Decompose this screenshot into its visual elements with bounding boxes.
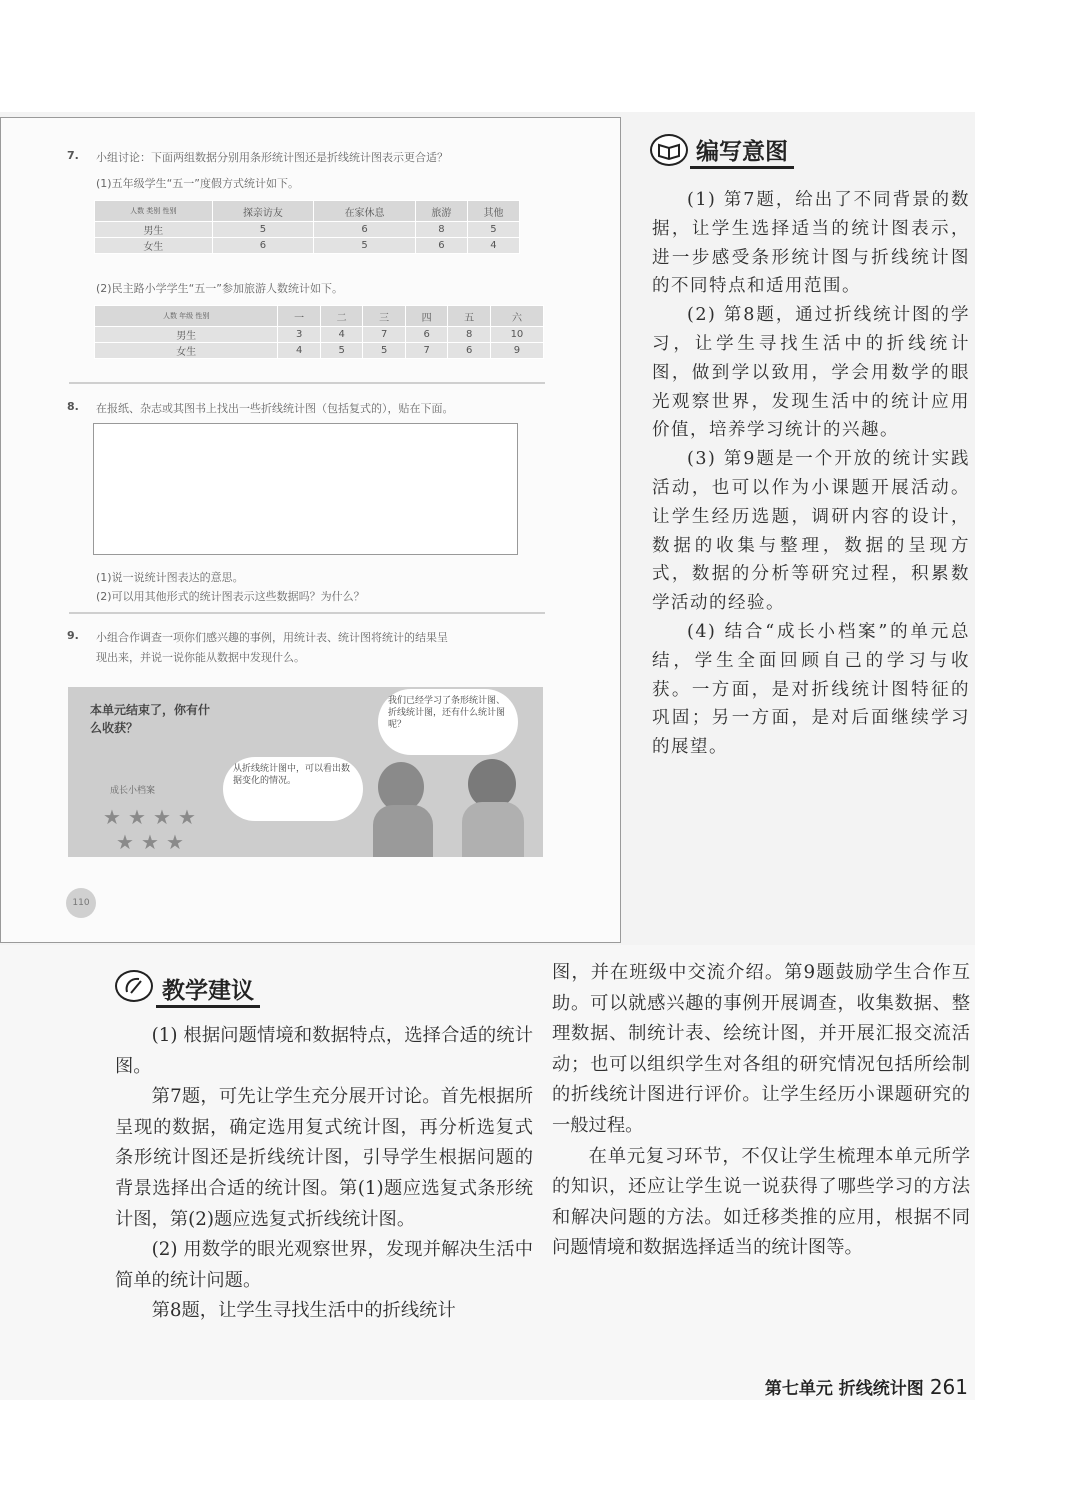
q7-table-2 (94, 305, 544, 359)
table-cell: 7 (363, 327, 406, 343)
table-cell: 6 (415, 238, 467, 254)
textbook-page-number: 110 (66, 888, 96, 918)
archive-label: 成长小档案 (110, 786, 156, 796)
divider (69, 382, 545, 384)
girl-body-icon (462, 802, 524, 857)
suggestion-left-column (115, 1021, 533, 1327)
speech-bubble-top: 我们已经学习了条形统计图、折线统计图，还有什么统计图呢？ (378, 689, 518, 755)
paragraph: 第7题，可先让学生充分展开讨论。首先根据所呈现的数据，确定选用复式统计图，再分析选复式条形统计图还是折线统计图，引导学生根据问题的背景选择出合适的统计图。第(1)题应选复式条形统计图，第(2)题应选复式折线统计图。 (115, 1086, 533, 1230)
table-cell: 3 (278, 327, 321, 343)
summary-question: 本单元结束了，你有什么收获？ (90, 703, 211, 735)
table-header-cell: 一 (278, 306, 321, 327)
star-icon: ★ (141, 830, 159, 854)
table-cell: 8 (415, 222, 467, 238)
q8-prompt: 在报纸、杂志或其图书上找出一些折线统计图（包括复式的），贴在下面。 (96, 402, 454, 415)
paragraph: (3) 第9题是一个开放的统计实践活动，也可以作为小课题开展活动。让学生经历选题，调研内容的设计，数据的收集与整理，数据的呈现方式，数据的分析等研究过程，积累数学活动的经验。 (652, 449, 970, 614)
q9-prompt-line1: 小组合作调查一项你们感兴趣的事例，用统计表、统计图将统计的结果呈 (96, 631, 448, 644)
unit-summary-illustration (68, 687, 543, 857)
table-row (95, 343, 544, 359)
suggestion-right-column (552, 958, 970, 1264)
q8-sub1: (1)说一说统计图表达的意思。 (96, 571, 244, 584)
table-corner-cell: 人数 类别 性别 (95, 201, 213, 222)
table-row-label: 男生 (95, 327, 278, 343)
table-cell: 5 (467, 222, 519, 238)
table-row-label: 男生 (95, 222, 213, 238)
paragraph: 在单元复习环节，不仅让学生梳理本单元所学的知识，还应让学生说一说获得了哪些学习的方法和解决问题的方法。如迁移类推的应用，根据不同问题情境和数据选择适当的统计图等。 (552, 1145, 970, 1259)
q7-prompt: 小组讨论：下面两组数据分别用条形统计图还是折线统计图表示更合适？ (96, 151, 448, 164)
table-cell: 6 (314, 222, 416, 238)
q7-sub1: (1)五年级学生“五一”度假方式统计如下。 (96, 177, 299, 190)
table-header-cell: 四 (405, 306, 448, 327)
footer-unit: 第七单元 折线统计图 (764, 1379, 924, 1399)
q7-sub2: (2)民主路小学学生“五一”参加旅游人数统计如下。 (96, 282, 343, 295)
table-row (95, 238, 520, 254)
q8-sub2: (2)可以用其他形式的统计图表示这些数据吗？为什么？ (96, 590, 365, 603)
q7-table-1 (94, 200, 520, 254)
table-row-label: 女生 (95, 343, 278, 359)
table-cell: 5 (363, 343, 406, 359)
table-cell: 5 (212, 222, 314, 238)
pen-icon (115, 970, 153, 1002)
table-header-cell: 在家休息 (314, 201, 416, 222)
table-cell: 4 (320, 327, 363, 343)
star-icon: ★ (116, 830, 134, 854)
q7-number: 7. (67, 149, 79, 162)
table-header-cell: 三 (363, 306, 406, 327)
speech-bubble-middle: 从折线统计图中，可以看出数据变化的情况。 (223, 757, 363, 821)
paste-answer-box (93, 423, 518, 555)
table-header-cell: 其他 (467, 201, 519, 222)
paragraph: (4) 结合“成长小档案”的单元总结，学生全面回顾自己的学习与收获。一方面，是对折线统计图特征的巩固；另一方面，是对后面继续学习的展望。 (652, 621, 970, 758)
suggestion-heading: 教学建议 (156, 972, 260, 1008)
intent-body (652, 186, 970, 762)
table-cell: 6 (212, 238, 314, 254)
paragraph: 图，并在班级中交流介绍。第9题鼓励学生合作互助。可以就感兴趣的事例开展调查，收集数据、整理数据、制统计表、绘统计图，并开展汇报交流活动；也可以组织学生对各组的研究情况包括所绘制的折线统计图进行评价。让学生经历小课题研究的一般过程。 (552, 962, 970, 1136)
table-header-cell: 旅游 (415, 201, 467, 222)
table-corner-cell: 人数 年级 性别 (95, 306, 278, 327)
table-row (95, 327, 544, 343)
table-header-cell: 五 (448, 306, 491, 327)
table-cell: 9 (490, 343, 543, 359)
star-icon: ★ (128, 805, 146, 829)
book-icon (650, 134, 688, 166)
table-header-cell: 六 (490, 306, 543, 327)
table-cell: 8 (448, 327, 491, 343)
table-header-cell: 二 (320, 306, 363, 327)
q9-number: 9. (67, 629, 79, 642)
star-icon: ★ (153, 805, 171, 829)
table-cell: 4 (467, 238, 519, 254)
page-footer (765, 1374, 968, 1399)
table-cell: 10 (490, 327, 543, 343)
table-cell: 7 (405, 343, 448, 359)
table-row-label: 女生 (95, 238, 213, 254)
table-cell: 5 (320, 343, 363, 359)
intent-heading: 编写意图 (690, 133, 794, 169)
star-icon: ★ (103, 805, 121, 829)
table-cell: 6 (405, 327, 448, 343)
paragraph: (1) 第7题，给出了不同背景的数据，让学生选择适当的统计图表示，进一步感受条形统计图与折线统计图的不同特点和适用范围。 (652, 190, 970, 297)
divider (69, 612, 545, 614)
star-icon: ★ (178, 805, 196, 829)
table-row (95, 222, 520, 238)
paragraph: (2) 用数学的眼光观察世界，发现并解决生活中简单的统计问题。 (115, 1239, 533, 1291)
table-cell: 6 (448, 343, 491, 359)
paragraph: (1) 根据问题情境和数据特点，选择合适的统计图。 (115, 1025, 533, 1077)
footer-page-number: 261 (929, 1375, 968, 1399)
table-header-cell: 探亲访友 (212, 201, 314, 222)
paragraph: (2) 第8题，通过折线统计图的学习，让学生寻找生活中的折线统计图，做到学以致用，学会用数学的眼光观察世界，发现生活中的统计应用价值，培养学习统计的兴趣。 (652, 305, 970, 441)
star-icon: ★ (166, 830, 184, 854)
paragraph: 第8题，让学生寻找生活中的折线统计 (151, 1300, 456, 1322)
q8-number: 8. (67, 400, 79, 413)
q9-prompt-line2: 现出来，并说一说你能从数据中发现什么。 (96, 651, 305, 664)
table-cell: 4 (278, 343, 321, 359)
table-cell: 5 (314, 238, 416, 254)
boy-body-icon (373, 805, 433, 857)
